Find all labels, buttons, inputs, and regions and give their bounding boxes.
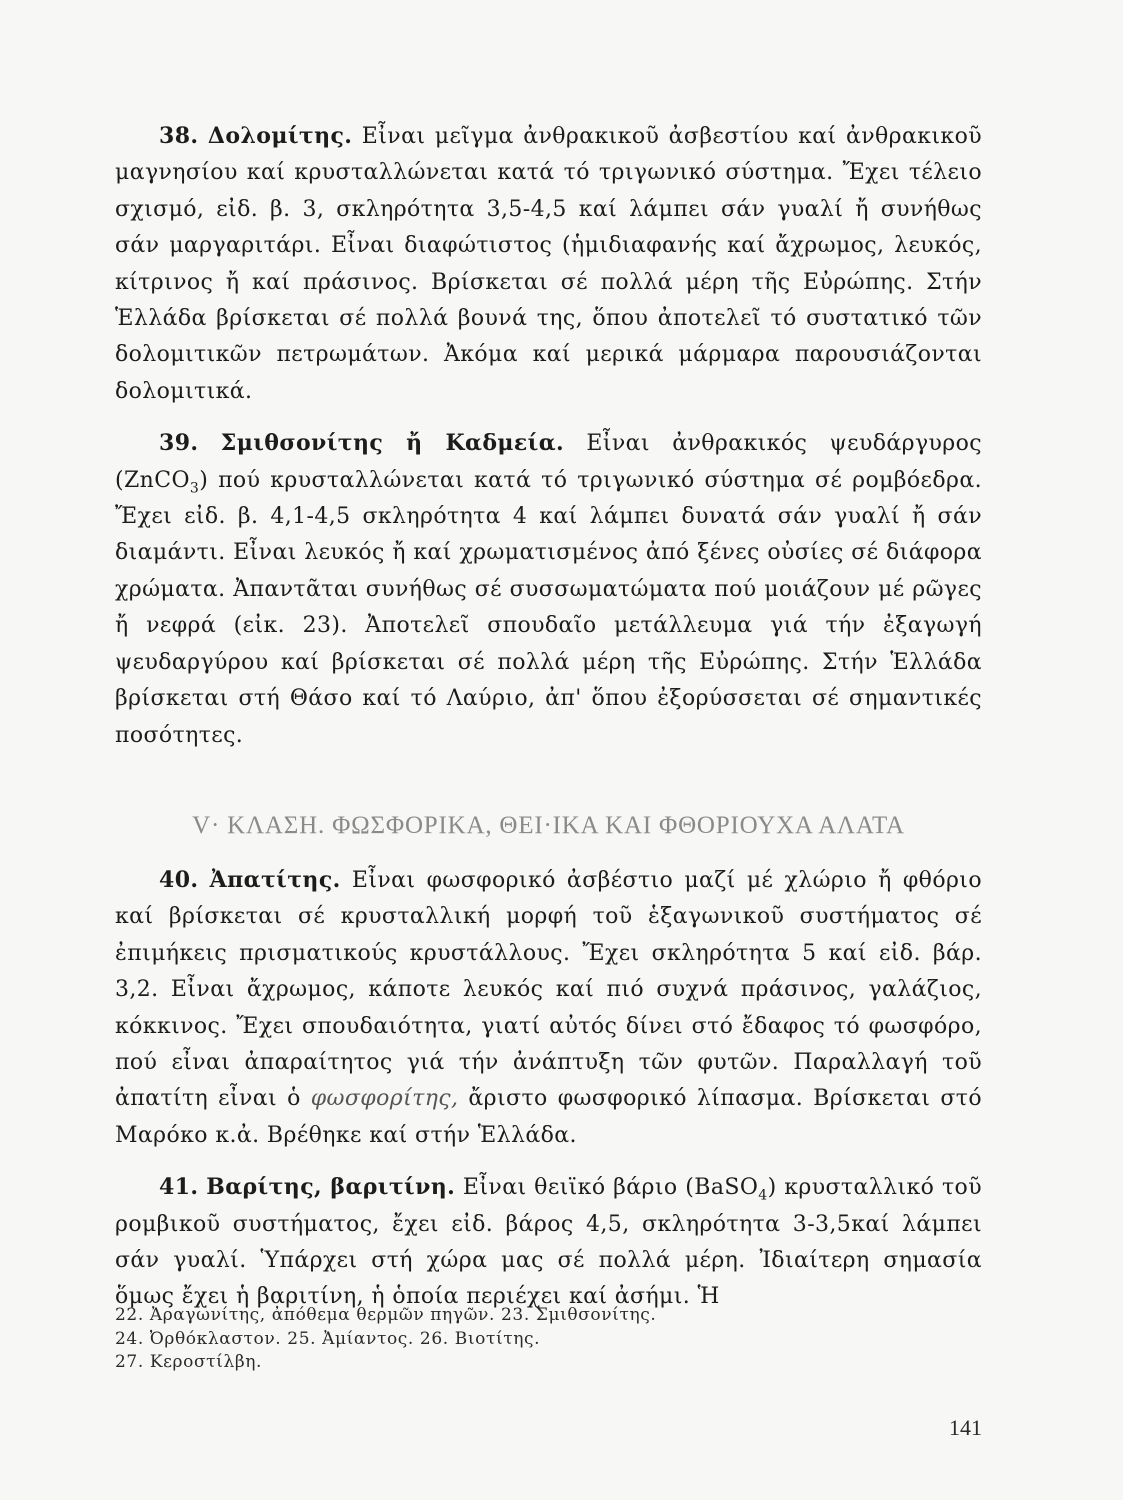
entry-39-smithsonite [115, 425, 982, 754]
entry-text-continued: ) κρυσταλλικό τοῦ ρομβικοῦ συστήματος, ἔχει εἰδ. βάρος 4,5, σκληρότητα 3-3,5καί λάμπει σάν γυαλί. Ὑπάρχει στή χώρα μας σέ πολλά μέρη. Ἰδιαίτερη σημασία ὅμως ἔχει ἡ βαριτίνη, ἡ ὁποία περιέχει καί ἀσήμι. Ἡ [115, 1175, 982, 1310]
section-heading: V· ΚΛΑΣΗ. ΦΩΣΦΟΡΙΚΑ, ΘΕΙ·ΙΚΑ ΚΑΙ ΦΘΟΡΙΟΥΧΑ ΑΛΑΤΑ [192, 811, 905, 839]
italic-term-phosphorite: φωσφορίτης, [310, 1086, 459, 1112]
formula-subscript: 3 [189, 480, 200, 497]
footnote-line: 24. Ὀρθόκλαστον. 25. Ἀμίαντος. 26. Βιοτίτης. [115, 1328, 541, 1349]
entry-text: Εἶναι φωσφορικό ἀσβέστιο μαζί μέ χλώριο ἤ φθόριο καί βρίσκεται σέ κρυσταλλική μορφή τοῦ ἑξαγωνικοῦ συστήματος σέ ἐπιμήκεις πρισματικούς κρυστάλλους. Ἔχει σκληρότητα 5 καί εἰδ. βάρ. 3,2. Εἶναι ἄχρωμος, κάποτε λευκός καί πιό συχνά πράσινος, γαλάζιος, κόκκινος. Ἔχει σπουδαιότητα, γιατί αὐτός δίνει στό ἔδαφος τό φωσφόρο, πού εἶναι ἀπαραίτητος γιά τήν ἀνάπτυξη τῶν φυτῶν. Παραλλαγή τοῦ ἀπατίτη εἶναι ὁ [115, 867, 982, 1112]
entry-number: 40. [159, 866, 199, 893]
entry-number: 38. [159, 123, 199, 149]
entry-term: Ἀπατίτης. [209, 866, 341, 893]
entry-number: 41. [159, 1174, 199, 1201]
formula-subscript: 4 [758, 1187, 768, 1204]
entry-text: Εἶναι ἀνθρακικός ψευδάργυρος (ZnCO [115, 431, 982, 493]
footnote-line: 27. Κεροστίλβη. [115, 1352, 263, 1372]
entry-38-dolomite [115, 118, 982, 410]
entry-text-continued: ἄριστο φωσφορικό λίπασμα. Βρίσκεται στό Μαρόκο κ.ἀ. Βρέθηκε καί στήν Ἑλλάδα. [115, 1086, 982, 1148]
entry-40-apatite [115, 862, 982, 1154]
entry-term: Δολομίτης. [207, 123, 353, 149]
entry-41-barite [115, 1169, 982, 1316]
entry-text-continued: ) πού κρυσταλλώνεται κατά τό τριγωνικό σύστημα σέ ρομβόεδρα. Ἔχει εἰδ. β. 4,1-4,5 σκληρότητα 4 καί λάμπει δυνατά σάν γυαλί ἤ σάν διαμάντι. Εἶναι λευκός ἤ καί χρωματισμένος ἀπό ξένες οὐσίες σέ διάφορα χρώματα. Ἀπαντᾶται συνήθως σέ συσσωματώματα πού μοιάζουν μέ ρῶγες ἤ νεφρά (εἰκ. 23). Ἀποτελεῖ σπουδαῖο μετάλλευμα γιά τήν ἐξαγωγή ψευδαργύρου καί βρίσκεται σέ πολλά μέρη τῆς Εὐρώπης. Στήν Ἑλλάδα βρίσκεται στή Θάσο καί τό Λαύριο, ἀπ' ὅπου ἐξορύσσεται σέ σημαντικές ποσότητες. [115, 467, 982, 748]
page-number: 141 [949, 1415, 982, 1440]
entry-term: Σμιθσονίτης ἤ Καδμεία. [220, 430, 565, 457]
footnotes [115, 1304, 982, 1375]
entry-number: 39. [159, 430, 199, 457]
entry-term: Βαρίτης, βαριτίνη. [206, 1174, 456, 1201]
entry-text: Εἶναι μεῖγμα ἀνθρακικοῦ ἀσβεστίου καί ἀνθρακικοῦ μαγνησίου καί κρυσταλλώνεται κατά τό τριγωνικό σύστημα. Ἔχει τέλειο σχισμό, εἰδ. β. 3, σκληρότητα 3,5-4,5 καί λάμπει σάν γυαλί ἤ συνήθως σάν μαργαριτάρι. Εἶναι διαφώτιστος (ἡμιδιαφανής καί ἄχρωμος, λευκός, κίτρινος ἤ καί πράσινος. Βρίσκεται σέ πολλά μέρη τῆς Εὐρώπης. Στήν Ἑλλάδα βρίσκεται σέ πολλά βουνά της, ὅπου ἀποτελεῖ τό συστατικό τῶν δολομιτικῶν πετρωμάτων. Ἀκόμα καί μερικά μάρμαρα παρουσιάζονται δολομιτικά. [115, 124, 982, 404]
entry-text: Εἶναι θειϊκό βάριο (BaSO [455, 1175, 759, 1201]
book-page [115, 118, 982, 1448]
footnote-line: 22. Ἀραγωνίτης, ἀπόθεμα θερμῶν πηγῶν. 23. Σμιθσονίτης. [115, 1305, 657, 1325]
